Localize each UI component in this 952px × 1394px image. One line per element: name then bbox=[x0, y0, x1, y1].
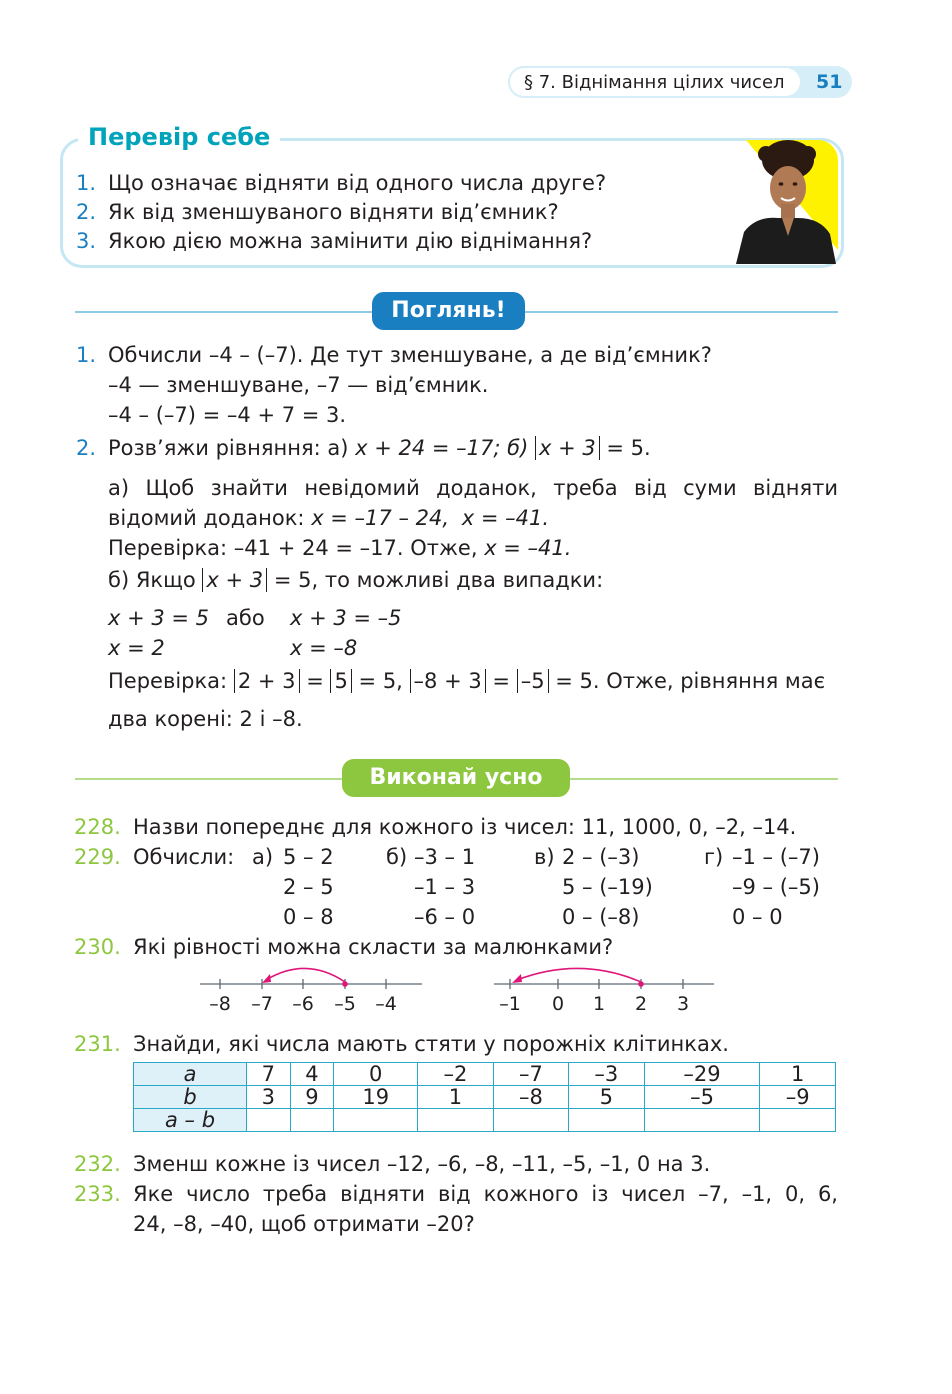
empty-cell bbox=[760, 1109, 836, 1132]
table-cell: 19 bbox=[334, 1086, 418, 1109]
expression: –3 – 1 bbox=[414, 845, 476, 869]
case-2-equation: x + 3 = –5 bbox=[290, 606, 402, 630]
abs-expression: –8 + 3 bbox=[410, 669, 486, 693]
expression: –1 – (–7) bbox=[732, 845, 820, 869]
look-title: Поглянь! bbox=[372, 292, 525, 330]
example-1-line-2: –4 — зменшуване, –7 — від’ємник. bbox=[108, 373, 489, 397]
empty-cell bbox=[644, 1109, 760, 1132]
expression: 0 – 0 bbox=[732, 905, 783, 929]
exercise-229-label: Обчисли: bbox=[133, 845, 235, 869]
case-1-result: x = 2 bbox=[108, 636, 165, 660]
table-cell: 4 bbox=[290, 1063, 334, 1086]
tick-label: –4 bbox=[375, 993, 397, 1015]
exercise-number: 233. bbox=[74, 1182, 121, 1206]
conclusion: два корені: 2 і –8. bbox=[108, 707, 303, 731]
row-label-b: b bbox=[134, 1086, 247, 1109]
number-line-1 bbox=[196, 962, 428, 1020]
question-text: Як від зменшуваного відняти від’ємник? bbox=[108, 200, 559, 224]
page-number: 51 bbox=[816, 71, 843, 93]
table-cell: –5 bbox=[644, 1086, 760, 1109]
expression: 2 – 5 bbox=[283, 875, 334, 899]
solution-a-check bbox=[108, 538, 571, 559]
solution-a-text: відомий доданок: bbox=[108, 506, 305, 530]
question-number: 2. bbox=[76, 200, 97, 224]
tick-label: –6 bbox=[292, 993, 314, 1015]
equals: = 5. bbox=[555, 669, 600, 693]
expression: –6 – 0 bbox=[414, 905, 476, 929]
section-title: § 7. Віднімання цілих чисел bbox=[524, 72, 785, 93]
check-result: x = –41. bbox=[484, 536, 572, 560]
task-text: Розв’яжи рівняння: а) bbox=[108, 436, 349, 460]
difference-table bbox=[133, 1062, 836, 1132]
check-tail: Отже, рівняння має bbox=[606, 669, 826, 693]
column-letter: г) bbox=[704, 845, 724, 869]
table-cell: 1 bbox=[760, 1063, 836, 1086]
abs-expression: –5 bbox=[517, 669, 549, 693]
tick-label: –5 bbox=[334, 993, 356, 1015]
exercise-233-line-2: 24, –8, –40, щоб отримати –20? bbox=[133, 1212, 475, 1236]
solution-a-eq-1: x = –17 – 24, bbox=[311, 506, 450, 530]
tick-label: 1 bbox=[592, 993, 606, 1015]
student-photo bbox=[726, 140, 838, 264]
table-cell: –9 bbox=[760, 1086, 836, 1109]
task-equation-a: x + 24 = –17; б) bbox=[355, 436, 529, 460]
empty-cell bbox=[493, 1109, 568, 1132]
check-text: Перевірка: –41 + 24 = –17. Отже, bbox=[108, 536, 478, 560]
empty-cell bbox=[290, 1109, 334, 1132]
solution-a-line-2 bbox=[108, 508, 549, 529]
expression: –9 – (–5) bbox=[732, 875, 820, 899]
table-row bbox=[134, 1086, 836, 1109]
example-1-line-1: Обчисли –4 – (–7). Де тут зменшуване, а де від’ємник? bbox=[108, 343, 712, 367]
tick-label: –7 bbox=[251, 993, 273, 1015]
check-line bbox=[108, 671, 825, 692]
table-row bbox=[134, 1109, 836, 1132]
expression: 0 – 8 bbox=[283, 905, 334, 929]
exercise-number: 232. bbox=[74, 1152, 121, 1176]
tick-label: –8 bbox=[209, 993, 231, 1015]
exercise-number: 229. bbox=[74, 845, 121, 869]
table-cell: 5 bbox=[569, 1086, 644, 1109]
check-label: Перевірка: bbox=[108, 669, 228, 693]
tick-label: 3 bbox=[676, 993, 690, 1015]
column-letter: в) bbox=[534, 845, 555, 869]
table-cell: 0 bbox=[334, 1063, 418, 1086]
or-word: або bbox=[226, 606, 265, 630]
task-equation-b: = 5. bbox=[606, 436, 651, 460]
column-letter: а) bbox=[252, 845, 274, 869]
abs-expression: x + 3 bbox=[202, 568, 267, 592]
exercise-number: 228. bbox=[74, 815, 121, 839]
check-yourself-title: Перевір себе bbox=[78, 123, 280, 151]
equals: = 5, bbox=[358, 669, 403, 693]
solution-b-rest: = 5, то можливі два випадки: bbox=[273, 568, 604, 592]
tick-label: –1 bbox=[499, 993, 521, 1015]
question-number: 3. bbox=[76, 229, 97, 253]
exercise-228-text: Назви попереднє для кожного із чисел: 11, 1000, 0, –2, –14. bbox=[133, 815, 797, 839]
empty-cell bbox=[418, 1109, 493, 1132]
empty-cell bbox=[334, 1109, 418, 1132]
table-cell: –3 bbox=[569, 1063, 644, 1086]
empty-cell bbox=[569, 1109, 644, 1132]
expression: 0 – (–8) bbox=[562, 905, 640, 929]
tick-label: 0 bbox=[551, 993, 565, 1015]
question-text: Що означає відняти від одного числа друге? bbox=[108, 171, 607, 195]
abs-expression: x + 3 bbox=[535, 436, 600, 460]
exercise-232-text: Зменш кожне із чисел –12, –6, –8, –11, –5, –1, 0 на 3. bbox=[133, 1152, 711, 1176]
solution-a-eq-2: x = –41. bbox=[461, 506, 549, 530]
equals: = bbox=[306, 669, 324, 693]
expression: 2 – (–3) bbox=[562, 845, 640, 869]
example-number: 1. bbox=[76, 343, 97, 367]
case-1-equation: x + 3 = 5 bbox=[108, 606, 210, 630]
empty-cell bbox=[247, 1109, 291, 1132]
table-cell: –7 bbox=[493, 1063, 568, 1086]
abs-expression: 5 bbox=[330, 669, 351, 693]
table-cell: –2 bbox=[418, 1063, 493, 1086]
table-cell: –29 bbox=[644, 1063, 760, 1086]
exercise-230-text: Які рівності можна скласти за малюнками? bbox=[133, 935, 614, 959]
table-cell: 3 bbox=[247, 1086, 291, 1109]
solution-a-line-1: а) Щоб знайти невідомий доданок, треба від суми відняти bbox=[108, 476, 838, 500]
column-letter: б) bbox=[386, 845, 408, 869]
expression: 5 – (–19) bbox=[562, 875, 653, 899]
exercise-233-line-1: Яке число треба відняти від кожного із чисел –7, –1, 0, 6, bbox=[133, 1182, 838, 1206]
example-2-task bbox=[108, 438, 651, 459]
exercise-number: 230. bbox=[74, 935, 121, 959]
solution-b-intro bbox=[108, 570, 603, 591]
number-line-2 bbox=[490, 962, 722, 1020]
oral-title: Виконай усно bbox=[342, 759, 570, 797]
table-cell: 9 bbox=[290, 1086, 334, 1109]
table-row bbox=[134, 1063, 836, 1086]
case-2-result: x = –8 bbox=[290, 636, 358, 660]
table-cell: 7 bbox=[247, 1063, 291, 1086]
example-number: 2. bbox=[76, 436, 97, 460]
row-label-a: a bbox=[134, 1063, 247, 1086]
abs-expression: 2 + 3 bbox=[234, 669, 300, 693]
example-1-line-3: –4 – (–7) = –4 + 7 = 3. bbox=[108, 403, 347, 427]
question-text: Якою дією можна замінити дію віднімання? bbox=[108, 229, 593, 253]
expression: –1 – 3 bbox=[414, 875, 476, 899]
exercise-231-text: Знайди, які числа мають стяти у порожніх клітинках. bbox=[133, 1032, 729, 1056]
row-label-difference: a – b bbox=[134, 1109, 247, 1132]
table-cell: –8 bbox=[493, 1086, 568, 1109]
table-cell: 1 bbox=[418, 1086, 493, 1109]
equals: = bbox=[492, 669, 511, 693]
expression: 5 – 2 bbox=[283, 845, 334, 869]
tick-label: 2 bbox=[634, 993, 648, 1015]
question-number: 1. bbox=[76, 171, 97, 195]
exercise-number: 231. bbox=[74, 1032, 121, 1056]
solution-b-text: б) Якщо bbox=[108, 568, 196, 592]
